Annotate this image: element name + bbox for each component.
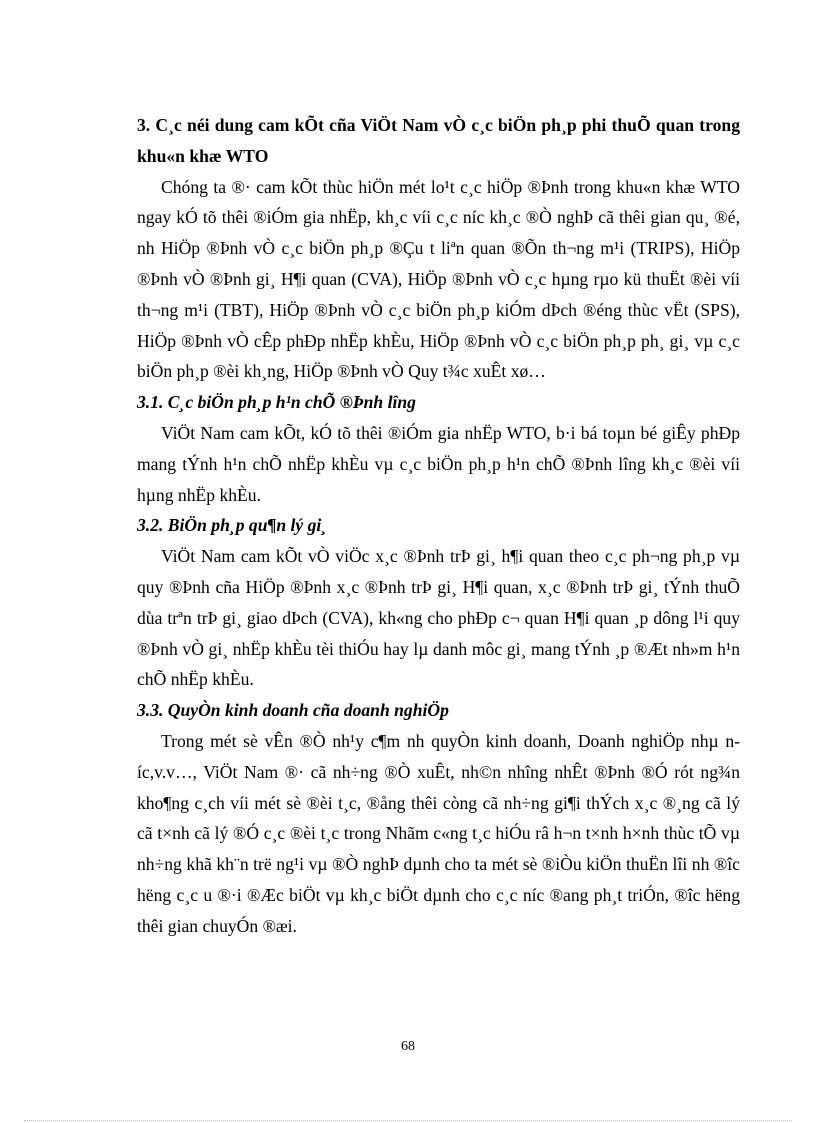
page-bottom-divider — [24, 1120, 792, 1121]
page-number: 68 — [401, 1039, 415, 1054]
section-title: 3. C¸c néi dung cam kÕt cña ViÖt Nam vÒ c¸c biÖn ph¸p phi thuÕ quan trong khu«n khæ WTO — [137, 115, 740, 166]
intro-paragraph: Chóng ta ®· cam kÕt thùc hiÖn mét lo¹t c¸c hiÖp ®Þnh trong khu«n khæ WTO ngay kÓ tõ thêi ®iÓm gia nhËp, kh¸c víi c¸c níc kh¸c ®Ò nghÞ cã thêi gian qu¸ ®é, nh HiÖp ®Þnh vÒ c¸c biÖn ph¸p ®Çu t liªn quan ®Õn th¬ng m¹i (TRIPS), HiÖp ®Þnh vÒ ®Þnh gi¸ H¶i quan (CVA), HiÖp ®Þnh vÒ c¸c hµng rµo kü thuËt ®èi víi th¬ng m¹i (TBT), HiÖp ®Þnh vÒ c¸c biÖn ph¸p kiÓm dÞch ®éng thùc vËt (SPS), HiÖp ®Þnh vÒ cÊp phÐp nhËp khÈu, HiÖp ®Þnh vÒ c¸c biÖn ph¸p ph¸ gi¸ vµ c¸c biÖn ph¸p ®èi kh¸ng, HiÖp ®Þnh vÒ Quy t¾c xuÊt xø… — [137, 176, 740, 382]
subsection-paragraph-3-3: Trong mét sè vÊn ®Ò nh¹y c¶m nh quyÒn kinh doanh, Doanh nghiÖp nhµ níc,v.v…, ViÖt Nam ®· cã nh÷ng ®Ò xuÊt, nh©n nhîng nhÊt ®Þnh ®Ó rót ng¾n kho¶ng c¸ch víi mét sè ®èi t¸c, ®ång thêi còng cã nh÷ng gi¶i thÝch x¸c ®¸ng cã lý cã t×nh cã lý ®Ó c¸c ®èi t¸c trong Nhãm c«ng t¸c hiÓu râ h¬n t×nh h×nh thùc tÕ vµ nh÷ng khã kh¨n trë ng¹i vµ ®Ò nghÞ dµnh cho ta mét sè ®iÒu kiÖn thuËn lîi nh ®îc hëng c¸c u ®·i ®Æc biÖt vµ kh¸c biÖt dµnh cho c¸c níc ®ang ph¸t triÓn, ®îc hëng thêi gian chuyÓn ®æi. — [137, 730, 740, 936]
subsection-heading-3-1: 3.1. C¸c biÖn ph¸p h¹n chÕ ®Þnh lîng — [137, 392, 416, 413]
subsection-heading-3-3: 3.3. QuyÒn kinh doanh cña doanh nghiÖp — [137, 700, 449, 721]
subsection-heading-3-2: 3.2. BiÖn ph¸p qu¶n lý gi¸ — [137, 515, 328, 536]
subsection-paragraph-3-2: ViÖt Nam cam kÕt vÒ viÖc x¸c ®Þnh trÞ gi¸ h¶i quan theo c¸c ph¬ng ph¸p vµ quy ®Þnh cña HiÖp ®Þnh x¸c ®Þnh trÞ gi¸ H¶i quan, x¸c ®Þnh trÞ gi¸ tÝnh thuÕ dùa trªn trÞ gi¸ giao dÞch (CVA), kh«ng cho phÐp c¬ quan H¶i quan ¸p dông l¹i quy ®Þnh vÒ gi¸ nhËp khÈu tèi thiÓu hay lµ danh môc gi¸ mang tÝnh ¸p ®Æt nh»m h¹n chÕ nhËp khÈu. — [137, 546, 740, 690]
subsection-paragraph-3-1: ViÖt Nam cam kÕt, kÓ tõ thêi ®iÓm gia nhËp WTO, b·i bá toµn bé giÊy phÐp mang tÝnh h¹n chÕ nhËp khÈu vµ c¸c biÖn ph¸p h¹n chÕ ®Þnh lîng kh¸c ®èi víi hµng nhËp khÈu. — [137, 422, 740, 505]
page-content — [137, 110, 740, 942]
